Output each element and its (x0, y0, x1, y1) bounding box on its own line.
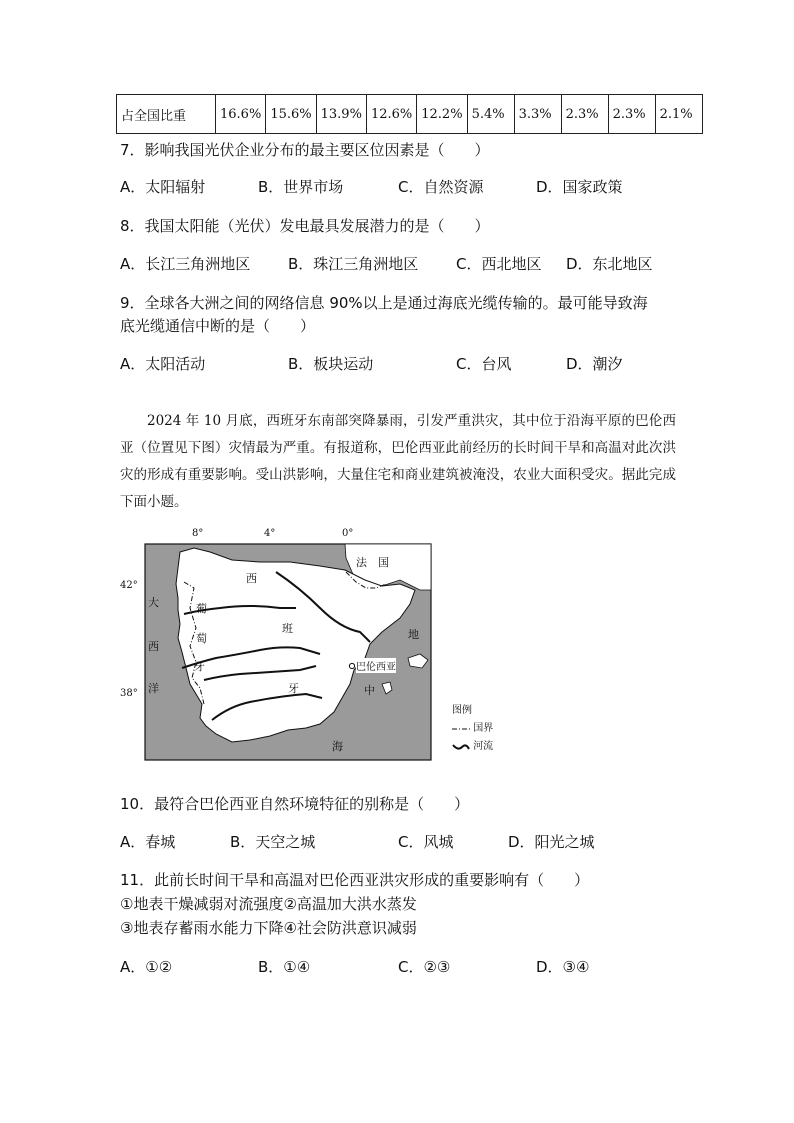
question-9-stem-line2: 底光缆通信中断的是（ ） (120, 317, 316, 335)
option-d[interactable]: D．阳光之城 (508, 833, 595, 851)
option-d[interactable]: D．潮汐 (566, 355, 623, 373)
reading-passage (120, 408, 676, 516)
option-b[interactable]: B．珠江三角洲地区 (288, 255, 419, 273)
table-cell: 13.9% (316, 95, 366, 134)
lat-label-38: 38° (120, 688, 138, 699)
question-7-stem: 7．影响我国光伏企业分布的最主要区位因素是（ ） (120, 141, 490, 159)
label-france: 法 国 (356, 556, 389, 569)
option-b[interactable]: B．世界市场 (258, 178, 344, 196)
option-c[interactable]: C．②③ (398, 958, 451, 976)
label-portugal-3: 牙 (194, 660, 205, 673)
question-11-statements-1: ①地表干燥减弱对流强度②高温加大洪水蒸发 (120, 895, 417, 913)
label-portugal-1: 葡 (196, 602, 207, 615)
legend-river-row (452, 738, 493, 756)
lat-label-42: 42° (120, 580, 138, 591)
legend-title: 图例 (452, 705, 472, 716)
valencia-point (349, 663, 354, 668)
map-legend (452, 702, 493, 756)
table-cell: 5.4% (467, 95, 514, 134)
option-a[interactable]: A．太阳活动 (120, 355, 206, 373)
option-a[interactable]: A．春城 (120, 833, 176, 851)
label-spain-3: 牙 (288, 682, 299, 695)
passage-text: 2024 年 10 月底，西班牙东南部突降暴雨，引发严重洪灾，其中位于沿海平原的巴伦西亚（位置见下图）灾情最为严重。有报道称，巴伦西亚此前经历的长时间干旱和高温对此次洪灾的形成有重要影响。受山洪影响，大量住宅和商业建筑被淹没，农业大面积受灾。据此完成下面小题。 (120, 413, 676, 510)
table-cell: 12.2% (417, 95, 467, 134)
option-b[interactable]: B．①④ (258, 958, 311, 976)
river-symbol-icon (452, 742, 470, 752)
option-d[interactable]: D．东北地区 (566, 255, 653, 273)
table-cell: 3.3% (514, 95, 561, 134)
question-11-statements-2: ③地表存蓄雨水能力下降④社会防洪意识减弱 (120, 919, 417, 937)
option-d[interactable]: D．国家政策 (536, 178, 623, 196)
question-11-stem: 11．此前长时间干旱和高温对巴伦西亚洪灾形成的重要影响有（ ） (120, 871, 590, 889)
option-c[interactable]: C．自然资源 (398, 178, 484, 196)
question-10-stem: 10．最符合巴伦西亚自然环境特征的别称是（ ） (120, 795, 470, 813)
question-9-stem-line1: 9．全球各大洲之间的网络信息 90%以上是通过海底光缆传输的。最可能导致海 (120, 294, 648, 312)
legend-border-label: 国界 (473, 723, 494, 734)
option-d[interactable]: D．③④ (536, 958, 590, 976)
table-row (117, 95, 703, 134)
option-b[interactable]: B．天空之城 (230, 833, 316, 851)
label-med-1: 地 (408, 628, 419, 641)
table-cell: 2.1% (655, 95, 702, 134)
label-atlantic-1: 大 (148, 596, 159, 609)
lon-label-4: 4° (264, 528, 276, 539)
option-c[interactable]: C．西北地区 (456, 255, 542, 273)
label-portugal-2: 萄 (196, 632, 207, 645)
label-atlantic-3: 洋 (148, 682, 159, 695)
table-cell: 16.6% (216, 95, 266, 134)
border-symbol-icon (452, 725, 470, 733)
label-spain-2: 班 (282, 622, 293, 635)
label-spain-1: 西 (246, 572, 257, 585)
table-cell: 2.3% (561, 95, 608, 134)
label-valencia: 巴伦西亚 (356, 658, 396, 673)
label-med-3: 海 (332, 740, 343, 753)
option-a[interactable]: A．长江三角洲地区 (120, 255, 251, 273)
lon-label-8: 8° (192, 528, 204, 539)
table-cell: 2.3% (608, 95, 655, 134)
option-a[interactable]: A．①② (120, 958, 173, 976)
option-a[interactable]: A．太阳辐射 (120, 178, 206, 196)
legend-border-row (452, 720, 493, 738)
label-med-2: 中 (364, 684, 375, 697)
table-row-header: 占全国比重 (117, 95, 216, 134)
table-cell: 15.6% (266, 95, 316, 134)
lon-label-0: 0° (342, 528, 354, 539)
question-8-stem: 8．我国太阳能（光伏）发电最具发展潜力的是（ ） (120, 217, 490, 235)
legend-river-label: 河流 (473, 741, 494, 752)
share-table (116, 94, 703, 134)
label-atlantic-2: 西 (148, 640, 159, 653)
table-cell: 12.6% (366, 95, 416, 134)
option-b[interactable]: B．板块运动 (288, 355, 374, 373)
option-c[interactable]: C．台风 (456, 355, 512, 373)
option-c[interactable]: C．风城 (398, 833, 454, 851)
